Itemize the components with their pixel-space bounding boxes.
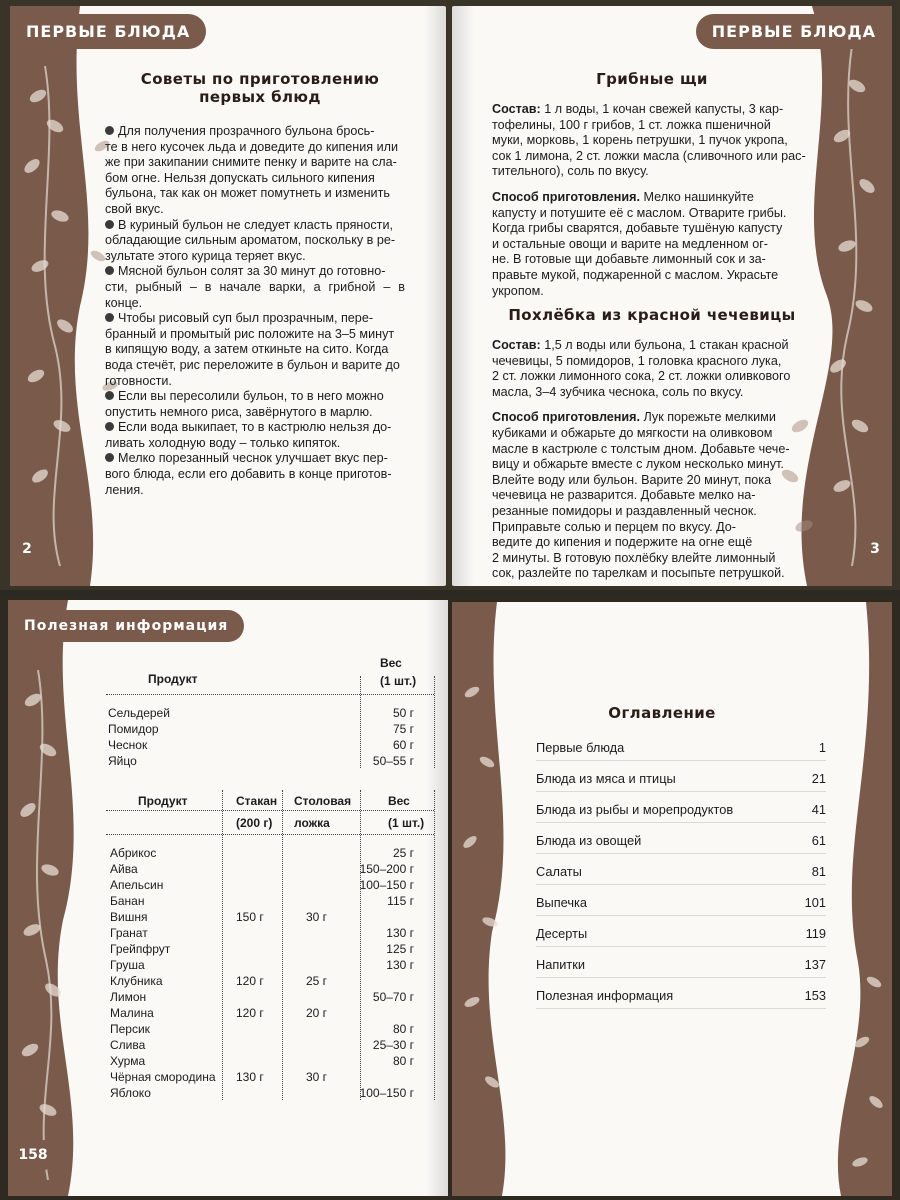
text-line [492, 284, 810, 300]
toc-entry-page: 81 [811, 864, 826, 879]
vine-ornament-icon [8, 600, 104, 1196]
ingredients-label: Состав: [492, 102, 541, 116]
table-cell-weight: 80 г [392, 1022, 414, 1036]
column-divider [434, 790, 435, 1100]
text-line [492, 118, 810, 134]
tip-text: вого блюда, если его добавить в конце приготов- [105, 467, 392, 482]
column-header-glass: (200 г) [236, 816, 273, 830]
tip-text: обладающие сильным ароматом, поскольку в ре- [105, 233, 396, 248]
text-line [105, 467, 405, 483]
text-line [105, 405, 405, 421]
tip-text: готовности. [105, 373, 172, 388]
column-divider [360, 676, 361, 768]
table-cell-product: Грейпфрут [110, 942, 171, 956]
toc-divider [536, 853, 826, 854]
table-cell-product: Абрикос [110, 846, 157, 860]
tip-text: те в него кусочек льда и доведите до кипения или [105, 139, 399, 154]
toc-entry [536, 957, 826, 988]
tip-text: Если вода выкипает, то в кастрюлю нельзя до- [118, 420, 392, 435]
toc-entry [536, 988, 826, 1019]
text-line [492, 369, 810, 385]
tip-text: зультате этого курица теряет вкус. [105, 248, 306, 263]
method-text: Приправьте солью и перцем по вкусу. До- [492, 519, 736, 534]
method-text: Мелко нашинкуйте [640, 189, 754, 204]
table-cell-product: Груша [110, 958, 145, 972]
column-divider [360, 790, 361, 1100]
bullet-dot-icon [105, 391, 114, 400]
text-line [105, 358, 405, 374]
text-line [105, 374, 405, 390]
tip-text: бом огне. Нельзя допускать сильного кипения [105, 170, 375, 185]
tip-text: бранный и промытый рис положите на 3–5 минут [105, 326, 395, 341]
text-line [105, 327, 405, 343]
column-header-spoon: Столовая [294, 794, 352, 808]
table-cell-weight: 25–30 г [372, 1038, 414, 1052]
toc-entry [536, 895, 826, 926]
ingredients-text: тительного), соль по вкусу. [492, 164, 649, 179]
text-line [105, 233, 405, 249]
text-line [492, 426, 810, 442]
tip-text: опустить немного риса, завёрнутого в марлю. [105, 404, 373, 419]
text-line [105, 483, 405, 499]
column-header-product: Продукт [148, 672, 198, 686]
table-cell-spoon: 30 г [306, 910, 328, 924]
table-cell-weight: 50–55 г [372, 754, 414, 768]
text-line [492, 338, 810, 354]
vine-ornament-icon [452, 602, 532, 1196]
toc-entry [536, 771, 826, 802]
table-cell-product: Банан [110, 894, 145, 908]
text-line [105, 202, 405, 218]
ingredients-text: 2 ст. ложки лимонного сока, 2 ст. ложки оливкового [492, 369, 791, 384]
ingredients-text: сок 1 лимона, 2 ст. ложки масла (сливочного или рас- [492, 148, 806, 163]
toc-divider [536, 791, 826, 792]
ingredients-text: муки, морковь, 1 корень петрушки, 1 пучок укропа, [492, 133, 788, 148]
ingredients-text: 1,5 л воды или бульона, 1 стакан красной [540, 338, 789, 352]
toc-entry-page: 153 [804, 988, 826, 1003]
table-cell-product: Хурма [110, 1054, 146, 1068]
tip-text: свой вкус. [105, 201, 164, 216]
page-title [120, 70, 400, 106]
method-text: и остальные овощи и варите на медленном ог- [492, 236, 768, 251]
method-text: 2 минуты. В готовую похлёбку влейте лимонный [492, 550, 776, 565]
text-line [492, 473, 810, 489]
table-cell-product: Персик [110, 1022, 150, 1036]
tip-text: бульона, так как он может помутнеть и изменить [105, 186, 390, 201]
toc-divider [536, 822, 826, 823]
text-line [492, 221, 810, 237]
method-text: Лук порежьте мелкими [640, 410, 776, 425]
text-line [105, 249, 405, 265]
column-header-weight: (1 шт.) [388, 816, 425, 830]
title-line: Советы по приготовлению [140, 70, 380, 88]
method-text: укропом. [492, 283, 544, 298]
method-label: Способ приготовления. [492, 410, 641, 425]
text-line [492, 442, 810, 458]
page-3 [452, 6, 892, 586]
toc-entry-page: 21 [811, 771, 826, 786]
table-cell-product: Чёрная смородина [110, 1070, 216, 1084]
text-line [492, 457, 810, 473]
text-line [492, 410, 810, 426]
text-line [492, 488, 810, 504]
text-line [105, 280, 405, 311]
table-cell-weight: 100–150 г [359, 1086, 414, 1100]
tip-text: ливать холодную воду – только кипяток. [105, 435, 341, 450]
toc-divider [536, 1008, 826, 1009]
toc-entry [536, 864, 826, 895]
tip-text: Чтобы рисовый суп был прозрачным, пере- [118, 311, 374, 326]
text-line [105, 140, 405, 156]
ingredients-label: Состав: [492, 338, 541, 352]
ingredients-text: тофелины, 100 г грибов, 1 ст. ложка пшеничной [492, 117, 771, 132]
section-tab: ПЕРВЫЕ БЛЮДА [696, 14, 892, 49]
toc-divider [536, 884, 826, 885]
table-of-contents-page [452, 602, 892, 1196]
text-line [492, 566, 810, 582]
table-cell-product: Чеснок [108, 738, 148, 752]
method-text: Влейте воду или бульон. Варите 20 минут, пока [492, 472, 772, 487]
column-divider [434, 676, 435, 768]
method-text: капусту и потушите её с маслом. Отварите грибы. [492, 205, 787, 220]
bullet-dot-icon [105, 313, 114, 322]
toc-entry-page: 137 [804, 957, 826, 972]
toc-entry-label: Первые блюда [536, 740, 625, 755]
table-cell-product: Помидор [108, 722, 159, 736]
page-158 [8, 600, 448, 1196]
bullet-dot-icon [105, 453, 114, 462]
bullet-dot-icon [105, 266, 114, 275]
table-cell-glass: 120 г [236, 1006, 264, 1020]
tip-text: же при закипании снимите пенку и варите на сла- [105, 155, 397, 170]
column-header-weight: (1 шт.) [380, 674, 417, 688]
table-cell-weight: 130 г [386, 926, 414, 940]
method-text: масле в кастрюле с толстым дном. Добавьте чече- [492, 441, 790, 456]
text-line [105, 155, 405, 171]
text-line [492, 190, 810, 206]
title-line: первых блюд [199, 88, 321, 106]
table-cell-glass: 120 г [236, 974, 264, 988]
table-cell-spoon: 25 г [306, 974, 328, 988]
text-line [492, 237, 810, 253]
table-cell-weight: 60 г [392, 738, 414, 752]
toc-entry [536, 802, 826, 833]
column-header-spoon: ложка [294, 816, 330, 830]
page-number: 2 [10, 534, 44, 564]
page-number: 3 [858, 534, 892, 564]
recipe-title: Грибные щи [596, 70, 708, 88]
toc-entry [536, 740, 826, 771]
text-line [492, 102, 810, 118]
method-text: сок, разлейте по тарелкам и посыпьте петрушкой. [492, 566, 785, 581]
header-divider [106, 810, 434, 811]
text-line [492, 164, 810, 180]
book-spread-bottom [0, 596, 900, 1200]
tip-text: Для получения прозрачного бульона брось- [118, 124, 375, 138]
method-text: резанные помидоры и раздавленный чеснок. [492, 503, 757, 518]
book-spread-top [0, 0, 900, 590]
toc-divider [536, 760, 826, 761]
tip-text: вода стечёт, рис переложите в бульон и варите до [105, 357, 400, 372]
toc-entry-label: Десерты [536, 926, 588, 941]
ingredients-text: чечевицы, 5 помидоров, 1 головка красного лука, [492, 353, 782, 368]
table-cell-product: Яйцо [108, 754, 137, 768]
method-text: правьте мукой, поджаренной с маслом. Украсьте [492, 267, 779, 282]
text-line [492, 520, 810, 536]
text-line [492, 206, 810, 222]
text-line [105, 342, 405, 358]
text-line [492, 268, 810, 284]
table-cell-weight: 25 г [392, 846, 414, 860]
recipe-text [492, 338, 810, 582]
table-cell-product: Слива [110, 1038, 146, 1052]
toc-entry-label: Блюда из овощей [536, 833, 642, 848]
ingredients-text: масла, 3–4 зубчика чеснока, соль по вкусу. [492, 384, 744, 399]
bullet-dot-icon [105, 422, 114, 431]
text-line [105, 436, 405, 452]
table-cell-product: Малина [110, 1006, 154, 1020]
method-text: не. В готовые щи добавьте лимонный сок и за- [492, 252, 766, 267]
text-line [492, 354, 810, 370]
text-line [105, 451, 405, 467]
toc-entry [536, 926, 826, 957]
text-line [492, 535, 810, 551]
tip-text: Мясной бульон солят за 30 минут до готовно- [118, 264, 386, 279]
method-text: ведите до кипения и подержите на огне ещё [492, 535, 753, 550]
page-number: 158 [8, 1140, 58, 1170]
column-header-weight: Вес [380, 656, 402, 670]
toc-entry-page: 61 [811, 833, 826, 848]
toc-entry-page: 41 [811, 802, 826, 817]
text-line [105, 420, 405, 436]
header-divider [106, 694, 434, 695]
table-cell-product: Вишня [110, 910, 148, 924]
toc-entry-label: Салаты [536, 864, 582, 879]
text-line [105, 311, 405, 327]
bullet-dot-icon [105, 220, 114, 229]
column-header-product: Продукт [138, 794, 188, 808]
recipe-text [492, 102, 810, 299]
toc-entry-page: 1 [818, 740, 826, 755]
toc-divider [536, 977, 826, 978]
table-cell-product: Гранат [110, 926, 148, 940]
column-header-glass: Стакан [236, 794, 278, 808]
column-divider [282, 790, 283, 1100]
text-line [492, 551, 810, 567]
header-divider [106, 834, 434, 835]
recipe-title: Похлёбка из красной чечевицы [508, 306, 796, 324]
text-line [492, 149, 810, 165]
table-cell-weight: 125 г [386, 942, 414, 956]
table-cell-weight: 130 г [386, 958, 414, 972]
table-cell-glass: 150 г [236, 910, 264, 924]
tip-text: в кипящую воду, а затем откиньте на сито. Когда [105, 342, 389, 357]
text-line [105, 218, 405, 234]
table-cell-product: Апельсин [110, 878, 164, 892]
page-2 [10, 6, 446, 586]
text-line [105, 124, 405, 140]
method-text: кубиками и обжарьте до мягкости на оливковом [492, 425, 773, 440]
toc-entry-label: Выпечка [536, 895, 588, 910]
toc-entry-label: Блюда из мяса и птицы [536, 771, 676, 786]
table-cell-product: Лимон [110, 990, 147, 1004]
toc-entry-label: Блюда из рыбы и морепродуктов [536, 802, 734, 817]
table-cell-product: Яблоко [110, 1086, 151, 1100]
table-cell-spoon: 30 г [306, 1070, 328, 1084]
method-text: чечевица не разварится. Добавьте мелко на- [492, 488, 756, 503]
column-header-weight: Вес [388, 794, 410, 808]
tip-text: ления. [105, 482, 144, 497]
table-cell-glass: 130 г [236, 1070, 264, 1084]
table-cell-weight: 100–150 г [359, 878, 414, 892]
section-tab: Полезная информация [8, 610, 244, 642]
toc-entry-page: 101 [804, 895, 826, 910]
toc-entry [536, 833, 826, 864]
toc-entry-label: Полезная информация [536, 988, 674, 1003]
column-divider [222, 790, 223, 1100]
text-line [492, 252, 810, 268]
toc-list [536, 740, 826, 1019]
tip-text: В куриный бульон не следует класть пряности, [118, 217, 393, 232]
table-cell-weight: 115 г [387, 894, 414, 908]
table-cell-weight: 50–70 г [372, 990, 414, 1004]
text-line [492, 133, 810, 149]
ingredients-text: 1 л воды, 1 кочан свежей капусты, 3 кар- [540, 102, 784, 116]
method-text: вицу и обжарьте вместе с луком несколько минут. [492, 457, 784, 472]
tip-text: сти, рыбный – в начале варки, а грибной – в конце. [105, 279, 405, 310]
table-cell-weight: 80 г [392, 1054, 414, 1068]
text-line [492, 385, 810, 401]
table-cell-product: Клубника [110, 974, 163, 988]
table-cell-product: Сельдерей [108, 706, 170, 720]
text-line [105, 171, 405, 187]
toc-title: Оглавление [608, 704, 716, 722]
tips-text [105, 124, 405, 498]
table-cell-weight: 150–200 г [359, 862, 414, 876]
tip-text: Если вы пересолили бульон, то в него можно [118, 389, 384, 404]
text-line [492, 504, 810, 520]
text-line [105, 264, 405, 280]
toc-divider [536, 915, 826, 916]
table-cell-spoon: 20 г [306, 1006, 328, 1020]
toc-entry-label: Напитки [536, 957, 586, 972]
toc-divider [536, 946, 826, 947]
table-cell-weight: 50 г [392, 706, 414, 720]
text-line [105, 389, 405, 405]
section-tab: ПЕРВЫЕ БЛЮДА [10, 14, 206, 49]
tip-text: Мелко порезанный чеснок улучшает вкус пер- [118, 451, 388, 466]
text-line [105, 186, 405, 202]
bullet-dot-icon [105, 126, 114, 135]
toc-entry-page: 119 [805, 926, 826, 941]
method-text: Когда грибы сварятся, добавьте тушёную капусту [492, 221, 783, 236]
method-label: Способ приготовления. [492, 189, 641, 204]
table-cell-weight: 75 г [392, 722, 414, 736]
table-cell-product: Айва [110, 862, 138, 876]
